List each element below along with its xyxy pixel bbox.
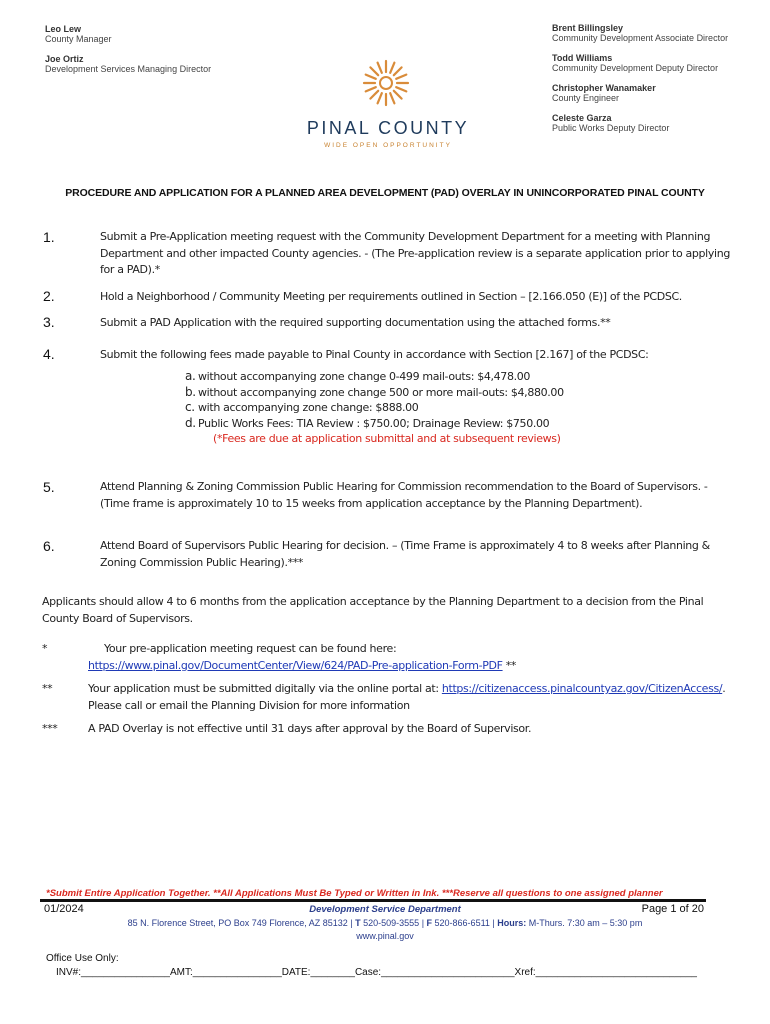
- step-line: Attend Planning & Zoning Commission Public Hearing for Commission recommendation to the Board of Supervisors. -: [100, 480, 708, 493]
- footer-address: 85 N. Florence Street, PO Box 749 Florence, AZ 85132 |: [127, 918, 356, 928]
- step-number: 2.: [43, 288, 55, 304]
- step-line: Submit the following fees made payable to Pinal County in accordance with Section [2.167] of the PCDSC:: [100, 348, 649, 361]
- footer-contact: [0, 918, 770, 928]
- step-number: 1.: [43, 229, 55, 245]
- step-line: for a PAD).*: [100, 263, 160, 276]
- staff-title: Public Works Deputy Director: [552, 123, 670, 133]
- step-number: 5.: [43, 479, 55, 495]
- step-line: Zoning Commission Public Hearing).***: [100, 555, 304, 569]
- note-line: Applicants should allow 4 to 6 months from the application acceptance by the Planning Department to a decision from the Pinal: [42, 595, 704, 608]
- staff-name: Christopher Wanamaker: [552, 83, 656, 93]
- page-title: PROCEDURE AND APPLICATION FOR A PLANNED AREA DEVELOPMENT (PAD) OVERLAY IN UNINCORPORATED PINAL COUNTY: [65, 187, 705, 199]
- step-line: Department and other impacted County agencies. - (The Pre-application review is a separate application prior to applying: [100, 246, 730, 260]
- fax-label: F: [426, 918, 433, 928]
- footnote-mark: *: [42, 642, 48, 655]
- footnote-text-span: Your application must be submitted digitally via the online portal at:: [88, 682, 442, 695]
- step-text: [100, 538, 740, 571]
- fee-item: b. without accompanying zone change 500 or more mail-outs: $4,880.00: [185, 384, 564, 399]
- step-number: 4.: [43, 346, 55, 362]
- footnote-suffix: .: [722, 682, 726, 695]
- office-use-label: Office Use Only:: [46, 953, 119, 964]
- step-line: (Time frame is approximately 10 to 15 weeks from application acceptance by the Planning Department).: [100, 496, 643, 510]
- footnote-text: A PAD Overlay is not effective until 31 days after approval by the Board of Supervisor.: [88, 722, 532, 735]
- fee-list: [185, 369, 665, 447]
- staff-name: Todd Williams: [552, 53, 613, 63]
- footnote-line2: Please call or email the Planning Division for more information: [88, 698, 410, 712]
- office-use-fields: INV#:________________AMT:________________DATE:________Case:________________________Xref:_____________________________: [56, 967, 697, 978]
- step-text: [100, 229, 740, 279]
- county-logo: [288, 58, 483, 153]
- fee-item: c. with accompanying zone change: $888.00: [185, 400, 419, 414]
- hours-label: Hours:: [497, 918, 527, 928]
- footnote-mark: ***: [42, 722, 58, 735]
- footer-department: Development Service Department: [309, 904, 461, 915]
- staff-title: Development Services Managing Director: [45, 64, 212, 74]
- footnote-suffix: **: [502, 659, 517, 672]
- step-line: Hold a Neighborhood / Community Meeting per requirements outlined in Section – [2.166.050 (E)] of the PCDSC.: [100, 290, 682, 303]
- fees-note: (*Fees are due at application submittal and at subsequent reviews): [213, 432, 561, 445]
- footer-page-number: Page 1 of 20: [641, 903, 704, 915]
- applicants-note: [42, 594, 732, 627]
- step-line: Attend Board of Supervisors Public Hearing for decision. – (Time Frame is approximately 4 to 8 weeks after Planning &: [100, 539, 710, 552]
- step-number: 6.: [43, 538, 55, 554]
- pre-application-form-link[interactable]: https://www.pinal.gov/DocumentCenter/View/624/PAD-Pre-application-Form-PDF: [88, 659, 503, 672]
- staff-title: Community Development Deputy Director: [552, 63, 719, 73]
- footnote-link-line: [88, 658, 738, 675]
- footer-date: 01/2024: [44, 903, 84, 915]
- step-number: 3.: [43, 314, 55, 330]
- logo-wordmark: PINAL COUNTY: [306, 118, 470, 138]
- footer-phone: 520-509-3555 |: [360, 918, 427, 928]
- footer-fax: 520-866-6511 |: [432, 918, 498, 928]
- step-line: Submit a Pre-Application meeting request with the Community Development Department for a meeting with Planning: [100, 230, 711, 243]
- header-right: [552, 23, 728, 133]
- footnote-text: [88, 681, 748, 714]
- staff-name: Leo Lew: [45, 24, 82, 34]
- fee-item: d. Public Works Fees: TIA Review : $750.00; Drainage Review: $750.00: [185, 415, 550, 430]
- step-text: [100, 315, 740, 332]
- sun-icon: [361, 58, 411, 108]
- staff-name: Celeste Garza: [552, 113, 612, 123]
- fee-item: a. without accompanying zone change 0-499 mail-outs: $4,478.00: [185, 369, 531, 383]
- step-text: [100, 289, 740, 306]
- footer-divider: [40, 899, 706, 902]
- staff-name: Joe Ortiz: [45, 54, 84, 64]
- phone-label: T: [355, 918, 361, 928]
- step-line: Submit a PAD Application with the required supporting documentation using the attached forms.**: [100, 316, 611, 329]
- staff-title: Community Development Associate Director: [552, 33, 729, 43]
- footnote-text: Your pre-application meeting request can be found here:: [104, 642, 397, 655]
- footer-hours: M-Thurs. 7:30 am – 5:30 pm: [526, 918, 643, 928]
- footer-website: www.pinal.gov: [356, 931, 414, 941]
- staff-title: County Engineer: [552, 93, 620, 103]
- staff-name: Brent Billingsley: [552, 23, 624, 33]
- step-text: [100, 479, 740, 512]
- note-line: County Board of Supervisors.: [42, 611, 193, 625]
- header-left: [45, 24, 211, 74]
- staff-title: County Manager: [45, 34, 112, 44]
- step-text: [100, 347, 740, 364]
- citizen-access-link[interactable]: https://citizenaccess.pinalcountyaz.gov/CitizenAccess/: [441, 682, 723, 695]
- footer-notice: *Submit Entire Application Together. **All Applications Must Be Typed or Written in Ink. ***Reserve all questions to one assigned planner: [46, 888, 663, 899]
- footnote-mark: **: [42, 682, 53, 695]
- logo-tagline: WIDE OPEN OPPORTUNITY: [324, 142, 452, 149]
